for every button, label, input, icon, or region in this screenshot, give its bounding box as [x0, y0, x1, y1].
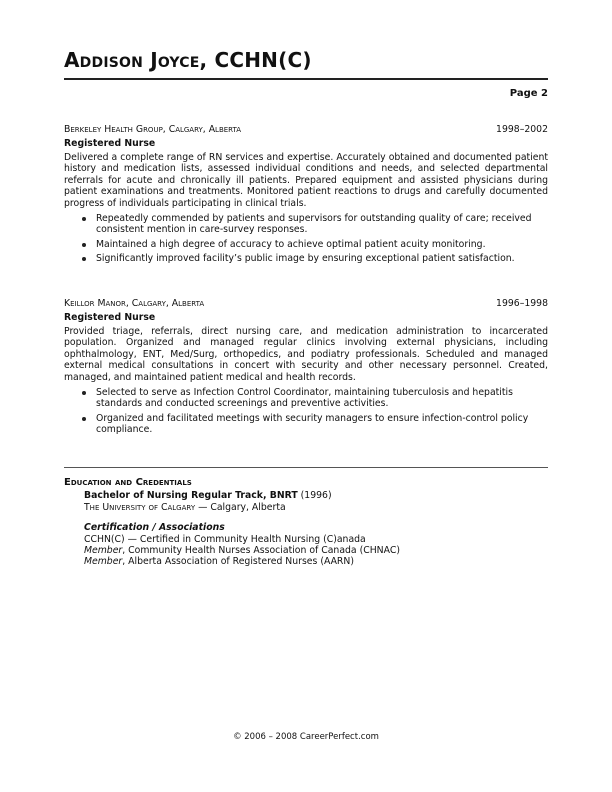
- school-separator: —: [198, 501, 208, 513]
- job-dates: 1998–2002: [496, 124, 548, 135]
- employer: Keillor Manor, Calgary, Alberta: [64, 298, 205, 309]
- achievement-text: Significantly improved facility’s public image by ensuring exceptional patient satisfaction.: [96, 253, 515, 265]
- degree-year: (1996): [300, 490, 332, 502]
- job-summary: Delivered a complete range of RN services and expertise. Accurately obtained and documented patient history and medication lists, assessed individual conditions and needs, and selected departmental referrals for acute and chronically ill patients. Prepared equipment and assisted physicians during patient examinations and treatments. Monitored patient reactions to drugs and carefully documented progress of individuals participating in clinical trials.: [64, 151, 548, 209]
- job-summary: Provided triage, referrals, direct nursing care, and medication administration to incarcerated population. Organized and managed regular clinics involving external physicians, including ophthalmology, ENT, Med/Surg, orthopedics, and podiatry professionals. Scheduled and managed external medical consultations in concert with security and other necessary personnel. Created, managed, and maintained patient medical and health records.: [64, 325, 548, 383]
- achievement-text: Selected to serve as Infection Control Coordinator, maintaining tuberculosis and hepatitis standards and conducted screenings and preventive activities.: [96, 386, 513, 410]
- achievement-item: [80, 213, 548, 236]
- job-dates: 1996–1998: [496, 298, 548, 309]
- association-lead: Member: [84, 556, 123, 568]
- bullet-icon: [82, 257, 86, 261]
- page-number: Page 2: [509, 88, 548, 99]
- achievement-item: [80, 239, 548, 251]
- certification-text: — Certified in Community Health Nursing (C)anada: [124, 533, 366, 545]
- job-title: Registered Nurse: [64, 138, 156, 149]
- association-text: , Community Health Nurses Association of Canada (CHNAC): [122, 545, 400, 557]
- education-block: [64, 490, 548, 567]
- achievement-item: [80, 413, 548, 436]
- achievement-text: Maintained a high degree of accuracy to achieve optimal patient acuity monitoring.: [96, 238, 486, 250]
- candidate-name: Addison Joyce, CCHN(C): [64, 48, 312, 72]
- association-lead: Member: [84, 545, 123, 557]
- section-divider: [64, 467, 548, 468]
- job-entry-berkeley: [64, 124, 548, 268]
- employer: Berkeley Health Group, Calgary, Alberta: [64, 124, 242, 135]
- achievement-text: Organized and facilitated meetings with security managers to ensure infection-control policy compliance.: [96, 412, 529, 436]
- certification-lead: CCHN(C): [84, 533, 125, 545]
- bullet-icon: [82, 217, 86, 221]
- achievement-item: [80, 253, 548, 265]
- education-section: [64, 477, 548, 568]
- school-location: Calgary, Alberta: [210, 501, 286, 513]
- certification-item: [84, 534, 548, 545]
- job-header: [64, 124, 548, 137]
- education-heading: Education and Credentials: [64, 477, 192, 488]
- school-name: The University of Calgary: [84, 501, 196, 513]
- job-title: Registered Nurse: [64, 312, 156, 323]
- achievement-list: [64, 387, 548, 436]
- achievement-item: [80, 387, 548, 410]
- degree-line: [84, 490, 548, 501]
- copyright-footer: © 2006 – 2008 CareerPerfect.com: [233, 732, 379, 742]
- achievement-list: [64, 213, 548, 265]
- certification-heading: Certification / Associations: [84, 522, 225, 534]
- association-item: [84, 545, 548, 556]
- school-line: [84, 502, 548, 513]
- bullet-icon: [82, 417, 86, 421]
- association-item: [84, 556, 548, 567]
- degree-name: Bachelor of Nursing Regular Track, BNRT: [84, 490, 298, 502]
- bullet-icon: [82, 243, 86, 247]
- bullet-icon: [82, 391, 86, 395]
- association-text: , Alberta Association of Registered Nurses (AARN): [122, 556, 354, 568]
- job-entry-keillor: [64, 298, 548, 439]
- header-divider: [64, 78, 548, 80]
- job-header: [64, 298, 548, 311]
- achievement-text: Repeatedly commended by patients and supervisors for outstanding quality of care; received consistent mention in care-survey responses.: [96, 212, 532, 236]
